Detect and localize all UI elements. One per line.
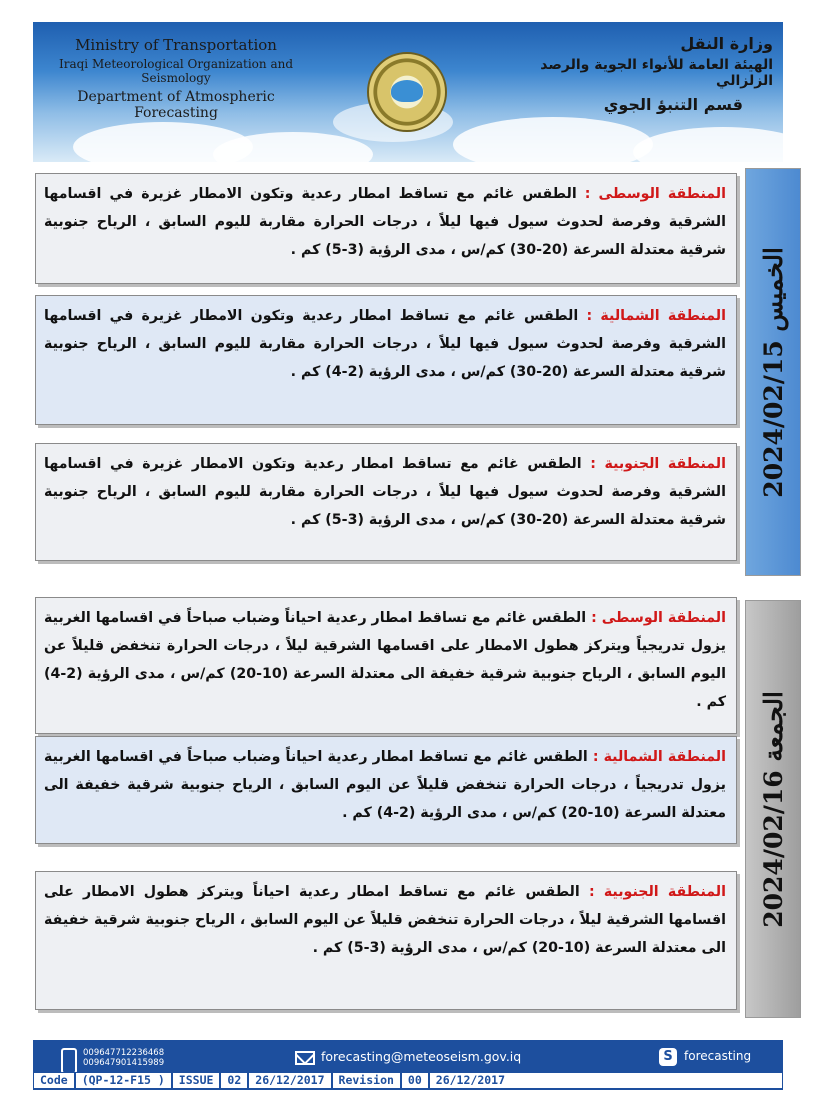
region-label: المنطقة الشمالية : bbox=[586, 308, 726, 324]
code-value: (QP-12-F15 ) bbox=[76, 1073, 173, 1088]
forecast-text: الطقس غائم مع تساقط امطار رعدية وتكون الامطار غزيرة في اقسامها الشرقية وفرصة لحدوث سيول فيها ليلاً ، درجات الحرارة مقاربة لليوم السابق ، الرياح جنوبية شرقية معتدلة السرعة (20-30) كم/س ، مدى الرؤية (2-4) كم . bbox=[44, 308, 726, 380]
issue-label: ISSUE bbox=[173, 1073, 222, 1088]
forecast-text: الطقس غائم مع تساقط امطار رعدية وتكون الامطار غزيرة في اقسامها الشرقية وفرصة لحدوث سيول فيها ليلاً ، درجات الحرارة مقاربة لليوم السابق ، الرياح جنوبية شرقية معتدلة السرعة (20-30) كم/س ، مدى الرؤية (3-5) كم . bbox=[44, 456, 726, 528]
organization-logo bbox=[367, 52, 447, 132]
department-name-en: Department of Atmospheric Forecasting bbox=[77, 89, 275, 121]
region-label: المنطقة الجنوبية : bbox=[590, 456, 726, 472]
ministry-name-en: Ministry of Transportation bbox=[75, 36, 277, 54]
skype-icon: S bbox=[659, 1048, 677, 1066]
header-banner bbox=[33, 22, 783, 162]
code-label: Code bbox=[34, 1073, 76, 1088]
document-code-row bbox=[33, 1072, 783, 1089]
region-label: المنطقة الوسطى : bbox=[584, 186, 726, 202]
department-name-ar: قسم التنبؤ الجوي bbox=[603, 95, 743, 114]
email-link[interactable]: forecasting@meteoseism.gov.iq bbox=[321, 1049, 522, 1064]
revision-date: 26/12/2017 bbox=[435, 1073, 506, 1087]
issue-date: 26/12/2017 bbox=[249, 1073, 332, 1088]
day-label: الخميس 2024/02/15 bbox=[758, 246, 788, 498]
forecast-box-south-day1 bbox=[35, 443, 737, 561]
phone-number: 009647901415989 bbox=[83, 1058, 165, 1068]
region-label: المنطقة الشمالية : bbox=[592, 749, 726, 765]
organization-name-en: Iraqi Meteorological Organization and Seismology bbox=[58, 57, 294, 85]
ministry-name-ar: وزارة النقل bbox=[680, 34, 773, 53]
header-arabic bbox=[513, 34, 773, 114]
forecast-box-north-day1 bbox=[35, 295, 737, 425]
day-label-bar-2 bbox=[745, 600, 801, 1018]
region-label: المنطقة الجنوبية : bbox=[588, 884, 726, 900]
forecast-text: الطقس غائم مع تساقط امطار رعدية وتكون الامطار غزيرة في اقسامها الشرقية وفرصة لحدوث سيول فيها ليلاً ، درجات الحرارة مقاربة لليوم السابق ، الرياح جنوبية شرقية معتدلة السرعة (20-30) كم/س ، مدى الرؤية (3-5) كم . bbox=[44, 186, 726, 258]
forecast-text: الطقس غائم مع تساقط امطار رعدية احياناً ويتركز هطول الامطار على اقسامها الشرقية ليلاً ، درجات الحرارة تنخفض قليلاً عن اليوم السابق ، الرياح جنوبية شرقية خفيفة الى معتدلة السرعة (10-20) كم/س ، مدى الرؤية (3-5) كم . bbox=[44, 884, 726, 956]
revision-number: 00 bbox=[402, 1073, 430, 1088]
region-label: المنطقة الوسطى : bbox=[591, 610, 726, 626]
email-icon bbox=[295, 1051, 315, 1065]
skype-handle[interactable]: forecasting bbox=[684, 1049, 752, 1063]
day-label-bar-1 bbox=[745, 168, 801, 576]
issue-number: 02 bbox=[221, 1073, 249, 1088]
revision-label: Revision bbox=[333, 1073, 402, 1088]
phone-numbers bbox=[83, 1048, 164, 1068]
forecast-text: الطقس غائم مع تساقط امطار رعدية احياناً وضباب صباحاً في اقسامها الغربية يزول تدريجياً ، درجات الحرارة تنخفض قليلاً عن اليوم السابق ، الرياح جنوبية شرقية خفيفة الى معتدلة السرعة (10-20) كم/س ، مدى الرؤية (2-4) كم . bbox=[44, 749, 726, 821]
footer bbox=[33, 1040, 783, 1090]
header-english bbox=[41, 36, 311, 121]
forecast-text: الطقس غائم مع تساقط امطار رعدية احياناً وضباب صباحاً في اقسامها الغربية يزول تدريجياً ويتركز هطول الامطار على اقسامها الشرقية ليلاً ، درجات الحرارة تنخفض قليلاً عن اليوم السابق ، الرياح جنوبية شرقية خفيفة الى معتدلة السرعة (10-20) كم/س ، مدى الرؤية (2-4) كم . bbox=[44, 610, 726, 710]
phone-icon bbox=[61, 1048, 77, 1074]
day-label: الجمعة 2024/02/16 bbox=[758, 690, 788, 928]
forecast-box-central-day2 bbox=[35, 597, 737, 734]
phone-number: 009647712236468 bbox=[83, 1048, 165, 1058]
forecast-box-south-day2 bbox=[35, 871, 737, 1010]
organization-name-ar: الهيئة العامة للأنواء الجوية والرصد الزلزالي bbox=[540, 57, 773, 89]
forecast-box-north-day2 bbox=[35, 736, 737, 844]
forecast-box-central-day1 bbox=[35, 173, 737, 284]
